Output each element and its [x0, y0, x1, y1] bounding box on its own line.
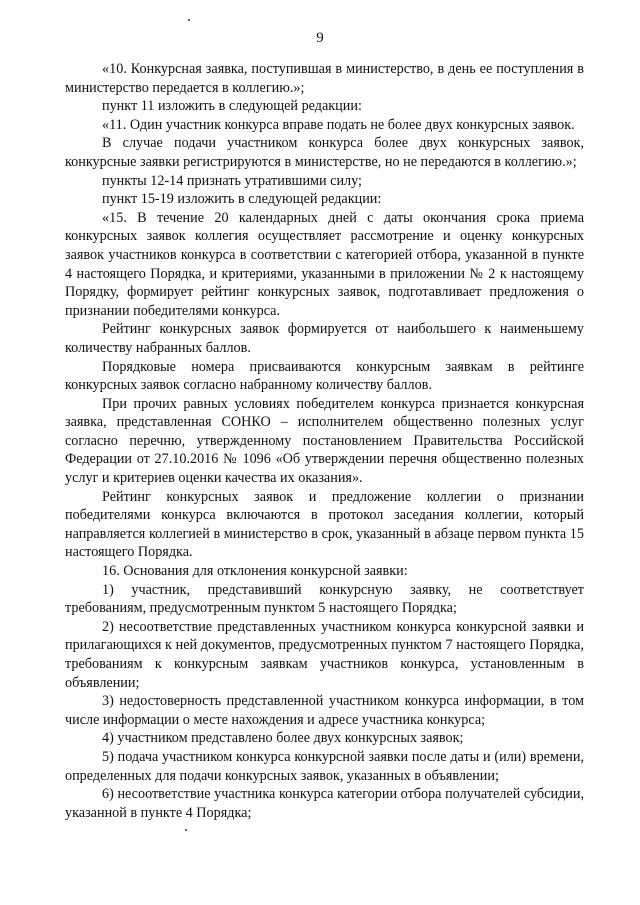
- paragraph: пункты 12-14 признать утратившими силу;: [102, 172, 362, 189]
- paragraph: «10. Конкурсная заявка, поступившая в министерство, в день ее поступления в министерство передается в коллегию.»;: [65, 61, 584, 96]
- paragraph: Порядковые номера присваиваются конкурсным заявкам в рейтинге конкурсных заявок согласно набранному количеству баллов.: [65, 358, 584, 394]
- paragraph: Рейтинг конкурсных заявок и предложение коллегии о признании победителями конкурса включаются в протокол заседания коллегии, который направляется коллегией в министерство в срок, указанный в абзаце первом пункта 15 настоящего Порядка.: [65, 488, 584, 561]
- scan-speck: [185, 829, 187, 831]
- paragraph: 2) несоответствие представленных участником конкурса конкурсной заявки и прилагающихся к ней документов, предусмотренных пунктом 7 настоящего Порядка, требованиям к конкурсным заявкам участников конкурса, установленным в объявлении;: [65, 618, 584, 691]
- paragraph: 6) несоответствие участника конкурса категории отбора получателей субсидии, указанной в пункте 4 Порядка;: [65, 786, 584, 821]
- paragraph: пункт 15-19 изложить в следующей редакции:: [102, 191, 382, 208]
- document-body: [65, 60, 584, 822]
- paragraph: пункт 11 изложить в следующей редакции:: [102, 98, 362, 115]
- page-number: 9: [316, 30, 324, 46]
- paragraph: Рейтинг конкурсных заявок формируется от наибольшего к наименьшему количеству набранных баллов.: [65, 321, 584, 356]
- paragraph: 5) подача участником конкурса конкурсной заявки после даты и (или) времени, определенных для подачи конкурсных заявок, указанных в объявлении;: [65, 748, 584, 784]
- paragraph: «11. Один участник конкурса вправе подать не более двух конкурсных заявок.: [102, 116, 575, 133]
- paragraph: 3) недостоверность представленной участником конкурса информации, в том числе информации о месте нахождения и адресе участника конкурса;: [65, 693, 584, 728]
- scan-speck: [188, 19, 190, 21]
- paragraph: 1) участник, представивший конкурсную заявку, не соответствует требованиям, предусмотренным пунктом 5 настоящего Порядка;: [65, 581, 584, 617]
- paragraph: 16. Основания для отклонения конкурсной заявки:: [102, 563, 408, 580]
- paragraph: 4) участником представлено более двух конкурсных заявок;: [102, 730, 464, 747]
- paragraph: При прочих равных условиях победителем конкурса признается конкурсная заявка, представленная СОНКО – исполнителем общественно полезных услуг согласно перечню, утвержденному постановлением Правительства Российской Федерации от 27.10.2016 № 1096 «Об утверждении перечня общественно полезных услуг и критериев оценки качества их оказания».: [65, 395, 584, 487]
- paragraph: «15. В течение 20 календарных дней с даты окончания срока приема конкурсных заявок коллегия осуществляет рассмотрение и оценку конкурсных заявок участников конкурса в соответствии с категорией отбора, указанной в пункте 4 настоящего Порядка, и критериями, указанными в приложении № 2 к настоящему Порядку, формирует рейтинг конкурсных заявок, подготавливает предложения о признании победителями конкурса.: [65, 209, 584, 319]
- paragraph: В случае подачи участником конкурса более двух конкурсных заявок, конкурсные заявки регистрируются в министерстве, но не передаются в коллегию.»;: [65, 135, 584, 170]
